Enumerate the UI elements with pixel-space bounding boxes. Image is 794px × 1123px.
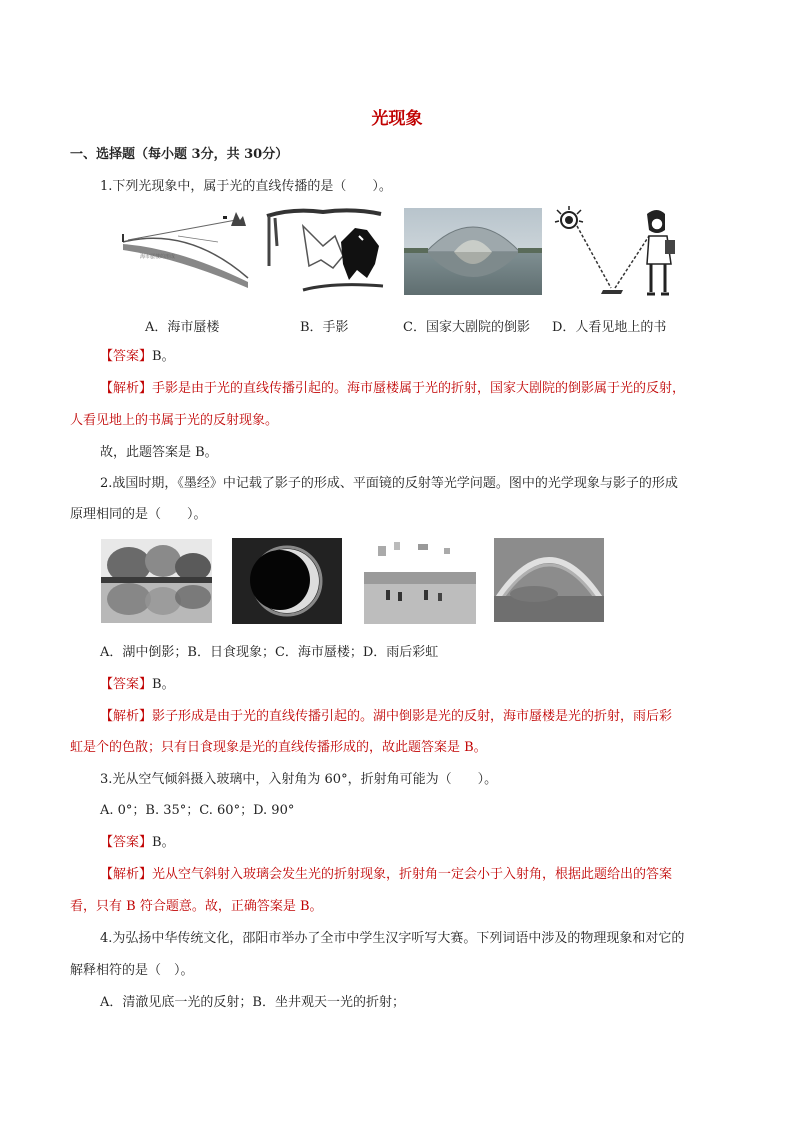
answer-value: B。 [152,349,175,364]
q2-answer [100,676,724,694]
q2-stem: 2.战国时期，《墨经》中记载了影子的形成、平面镜的反射等光学问题。图中的光学现象与影子的形成 [100,476,678,491]
q1-analysis-cont: 人看见地上的书属于光的反射现象。 [70,413,279,428]
answer-tag: 【答案】 [100,835,153,850]
q3-answer [100,834,724,852]
answer-tag: 【答案】 [100,349,153,364]
analysis-tag: 【解析】 [100,867,153,882]
q1-option-c: C．国家大剧院的倒影 [403,320,530,335]
q4-stem: 4.为弘扬中华传统文化，邵阳市举办了全市中学生汉字听写大赛。下列词语中涉及的物理现象和对它的 [100,931,685,946]
q2-analysis-cont: 虹是个的色散；只有日食现象是光的直线传播形成的，故此题答案是 B。 [70,740,487,755]
q1-answer [100,348,724,366]
q1-figure-hand-shadow [263,206,393,298]
q3-stem: 3.光从空气倾斜摄入玻璃中，入射角为 60°，折射角可能为（ ）。 [100,772,498,787]
page-title: 光现象 [371,109,423,129]
q1-option-a: A．海市蜃楼 [145,320,220,335]
mirage-caption: 海市蜃楼的形成 [140,254,176,260]
q2-analysis [100,708,724,726]
analysis-text: 光从空气斜射入玻璃会发生光的折射现象，折射角一定会小于入射角，根据此题给出的答案 [152,867,673,882]
q4-options: A．清澈见底一光的反射；B．坐井观天一光的折射； [100,995,405,1010]
answer-value: B。 [152,677,175,692]
q1-stem: 1.下列光现象中，属于光的直线传播的是（ ）。 [100,179,392,194]
section-heading: 一、选择题（每小题 3分，共 30分） [70,147,289,162]
q1-analysis [100,380,724,398]
answer-tag: 【答案】 [100,677,153,692]
q1-figure-theater-reflection [404,208,542,295]
q1-figure-mirage [118,208,258,298]
analysis-tag: 【解析】 [100,381,153,396]
q1-option-b: B．手影 [300,320,349,335]
q1-conclusion: 故，此题答案是 B。 [100,445,218,460]
analysis-text: 手影是由于光的直线传播引起的。海市蜃楼属于光的折射，国家大剧院的倒影属于光的反射， [152,381,686,396]
q2-stem-cont: 原理相同的是（ ）。 [70,507,207,522]
q3-analysis [100,866,724,884]
q2-figure-rainbow [494,538,604,622]
q2-figure-solar-eclipse [232,538,342,624]
q3-analysis-cont: 看，只有 B 符合题意。故，正确答案是 B。 [70,899,323,914]
q1-figure-person-book [553,206,683,298]
answer-value: B。 [152,835,175,850]
q2-figure-mirage [364,538,476,624]
q3-options: A. 0°；B. 35°；C. 60°；D. 90° [100,803,295,818]
q1-option-d: D．人看见地上的书 [552,320,667,335]
q2-figure-lake-reflection [101,539,212,623]
analysis-tag: 【解析】 [100,709,153,724]
analysis-text: 影子形成是由于光的直线传播引起的。湖中倒影是光的反射，海市蜃楼是光的折射，雨后彩 [152,709,673,724]
q4-stem-cont: 解释相符的是（ ）。 [70,963,194,978]
q2-options: A．湖中倒影；B．日食现象；C．海市蜃楼；D．雨后彩虹 [100,645,439,660]
